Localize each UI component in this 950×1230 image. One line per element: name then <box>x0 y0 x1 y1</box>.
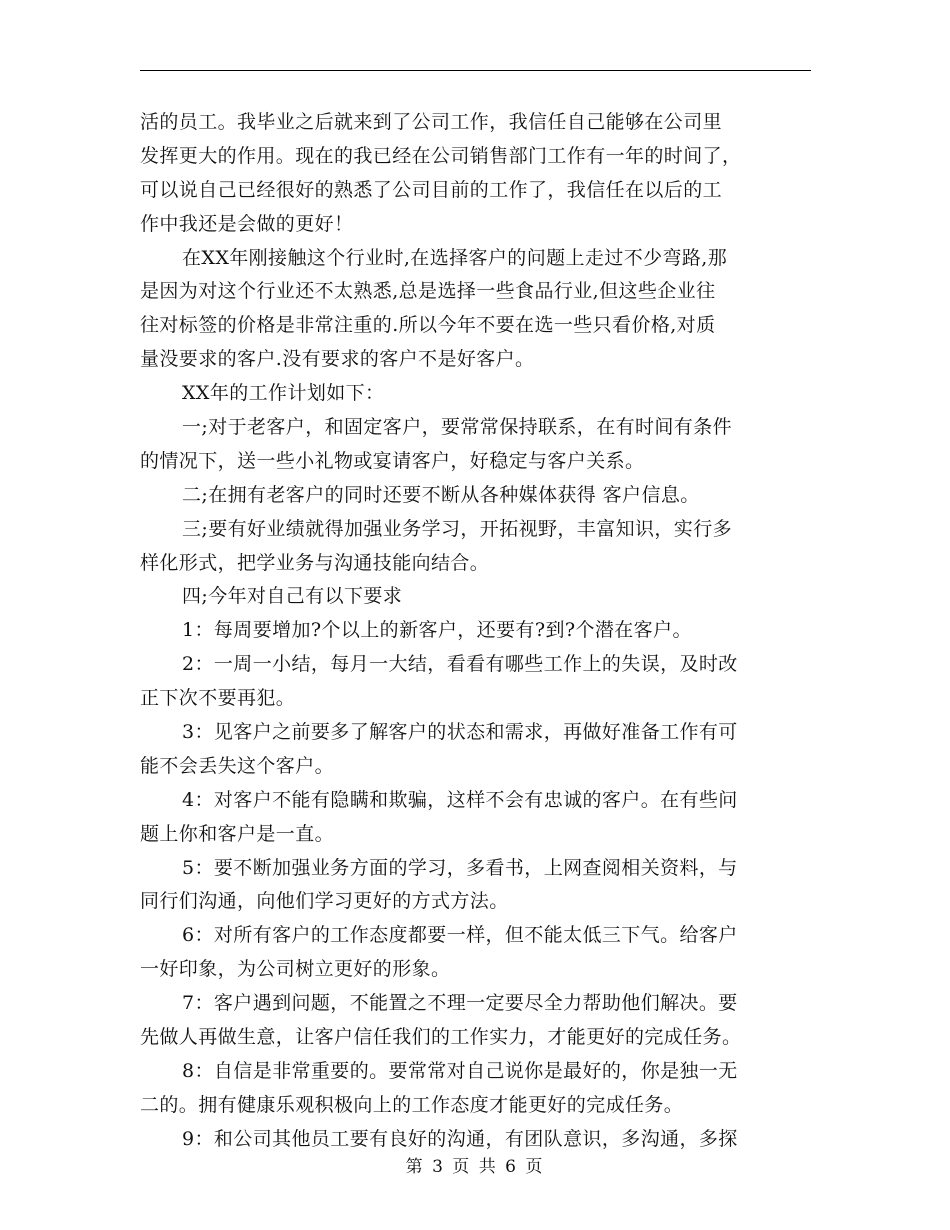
text-line: 题上你和客户是一直。 <box>140 822 335 845</box>
paragraph-start: 三;要有好业绩就得加强业务学习，开拓视野，丰富知识，实行多 <box>182 517 733 540</box>
document-body <box>140 106 810 1157</box>
paragraph-start: 在XX年刚接触这个行业时,在选择客户的问题上走过不少弯路,那 <box>182 246 728 269</box>
paragraph-start: 5：要不断加强业务方面的学习，多看书，上网查阅相关资料，与 <box>182 856 738 879</box>
paragraph-start: 9：和公司其他员工要有良好的沟通，有团队意识，多沟通，多探 <box>182 1127 738 1150</box>
text-line: 活的员工。我毕业之后就来到了公司工作，我信任自己能够在公司里 <box>140 111 723 133</box>
text-line: 可以说自己已经很好的熟悉了公司目前的工作了，我信任在以后的工 <box>140 178 723 201</box>
text-line: 同行们沟通，向他们学习更好的方式方法。 <box>140 890 509 913</box>
text-line: 是因为对这个行业还不太熟悉,总是选择一些食品行业,但这些企业往 <box>140 280 716 303</box>
paragraph-start: 4：对客户不能有隐瞒和欺骗，这样不会有忠诚的客户。在有些问 <box>182 788 738 811</box>
paragraph-start: XX年的工作计划如下： <box>182 382 385 405</box>
paragraph-start: 3：见客户之前要多了解客户的状态和需求，再做好准备工作有可 <box>182 721 738 744</box>
text-line: 一好印象，为公司树立更好的形象。 <box>140 958 451 981</box>
text-line: 样化形式，把学业务与沟通技能向结合。 <box>140 551 490 574</box>
text-line: 发挥更大的作用。现在的我已经在公司销售部门工作有一年的时间了， <box>140 144 742 167</box>
page-footer: 第 3 页 共 6 页 <box>405 1157 545 1177</box>
paragraph-start: 一;对于老客户，和固定客户，要常常保持联系，在有时间有条件 <box>182 416 733 439</box>
text-line: 量没要求的客户.没有要求的客户不是好客户。 <box>140 348 535 371</box>
text-line: 作中我还是会做的更好！ <box>140 212 354 235</box>
text-line: 的情况下，送一些小礼物或宴请客户，好稳定与客户关系。 <box>140 449 645 472</box>
header-rule <box>140 70 811 71</box>
text-line: 能不会丢失这个客户。 <box>140 754 335 777</box>
paragraph-start: 6：对所有客户的工作态度都要一样，但不能太低三下气。给客户 <box>182 924 738 947</box>
paragraph-start: 1：每周要增加?个以上的新客户，还要有?到?个潜在客户。 <box>182 619 692 642</box>
text-line: 正下次不要再犯。 <box>140 687 296 710</box>
paragraph-start: 二;在拥有老客户的同时还要不断从各种媒体获得 客户信息。 <box>182 483 700 506</box>
text-line: 先做人再做生意，让客户信任我们的工作实力，才能更好的完成任务。 <box>140 1026 742 1049</box>
paragraph-start: 8：自信是非常重要的。要常常对自己说你是最好的，你是独一无 <box>182 1059 738 1082</box>
text-line: 往对标签的价格是非常注重的.所以今年不要在选一些只看价格,对质 <box>140 314 716 337</box>
paragraph-start: 7：客户遇到问题，不能置之不理一定要尽全力帮助他们解决。要 <box>182 992 738 1015</box>
text-line: 二的。拥有健康乐观积极向上的工作态度才能更好的完成任务。 <box>140 1093 684 1116</box>
paragraph-start: 2：一周一小结，每月一大结，看看有哪些工作上的失误，及时改 <box>182 653 738 676</box>
paragraph-start: 四;今年对自己有以下要求 <box>182 585 403 608</box>
